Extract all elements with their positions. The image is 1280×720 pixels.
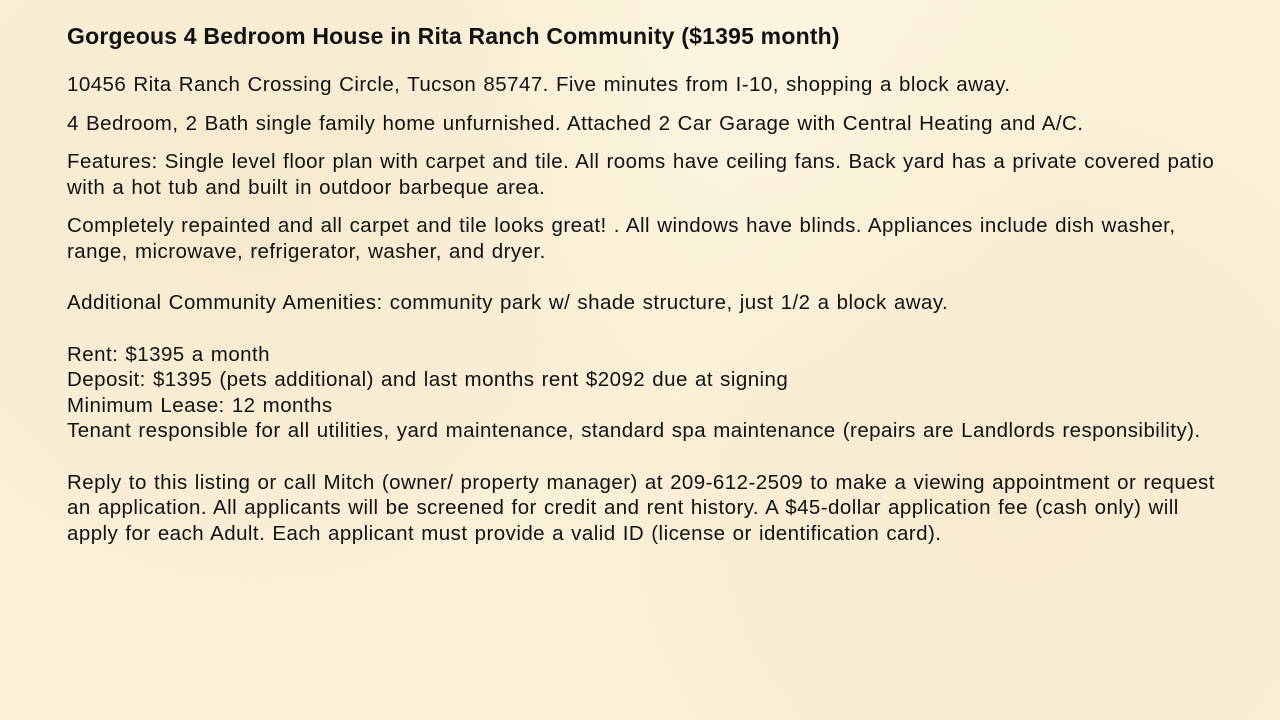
summary-paragraph: 4 Bedroom, 2 Bath single family home unfurnished. Attached 2 Car Garage with Central Heating and A/C.	[67, 111, 1084, 135]
lease-terms	[67, 342, 1217, 444]
rent-line: Rent: $1395 a month	[67, 342, 271, 366]
address-paragraph: 10456 Rita Ranch Crossing Circle, Tucson 85747. Five minutes from I-10, shopping a block away.	[67, 73, 1011, 96]
listing-document	[67, 20, 1217, 546]
listing-title: Gorgeous 4 Bedroom House in Rita Ranch Community ($1395 month)	[67, 23, 840, 49]
features-paragraph: Features: Single level floor plan with carpet and tile. All rooms have ceiling fans. Back yard has a private covered patio with a hot tub and built in outdoor barbeque area.	[67, 150, 1215, 199]
lease-line: Minimum Lease: 12 months	[67, 393, 333, 417]
deposit-line: Deposit: $1395 (pets additional) and last months rent $2092 due at signing	[67, 368, 789, 391]
amenities-paragraph: Additional Community Amenities: community park w/ shade structure, just 1/2 a block away.	[67, 291, 949, 314]
contact-paragraph: Reply to this listing or call Mitch (owner/ property manager) at 209-612-2509 to make a viewing appointment or request an application. All applicants will be screened for credit and rent history. A $45-dollar application fee (cash only) will apply for each Adult. Each applicant must provide a valid ID (license or identification card).	[67, 470, 1215, 545]
condition-paragraph: Completely repainted and all carpet and tile looks great! . All windows have blinds. Appliances include dish washer, range, microwave, refrigerator, washer, and dryer.	[67, 214, 1176, 263]
utilities-line: Tenant responsible for all utilities, yard maintenance, standard spa maintenance (repairs are Landlords responsibility).	[67, 419, 1201, 442]
